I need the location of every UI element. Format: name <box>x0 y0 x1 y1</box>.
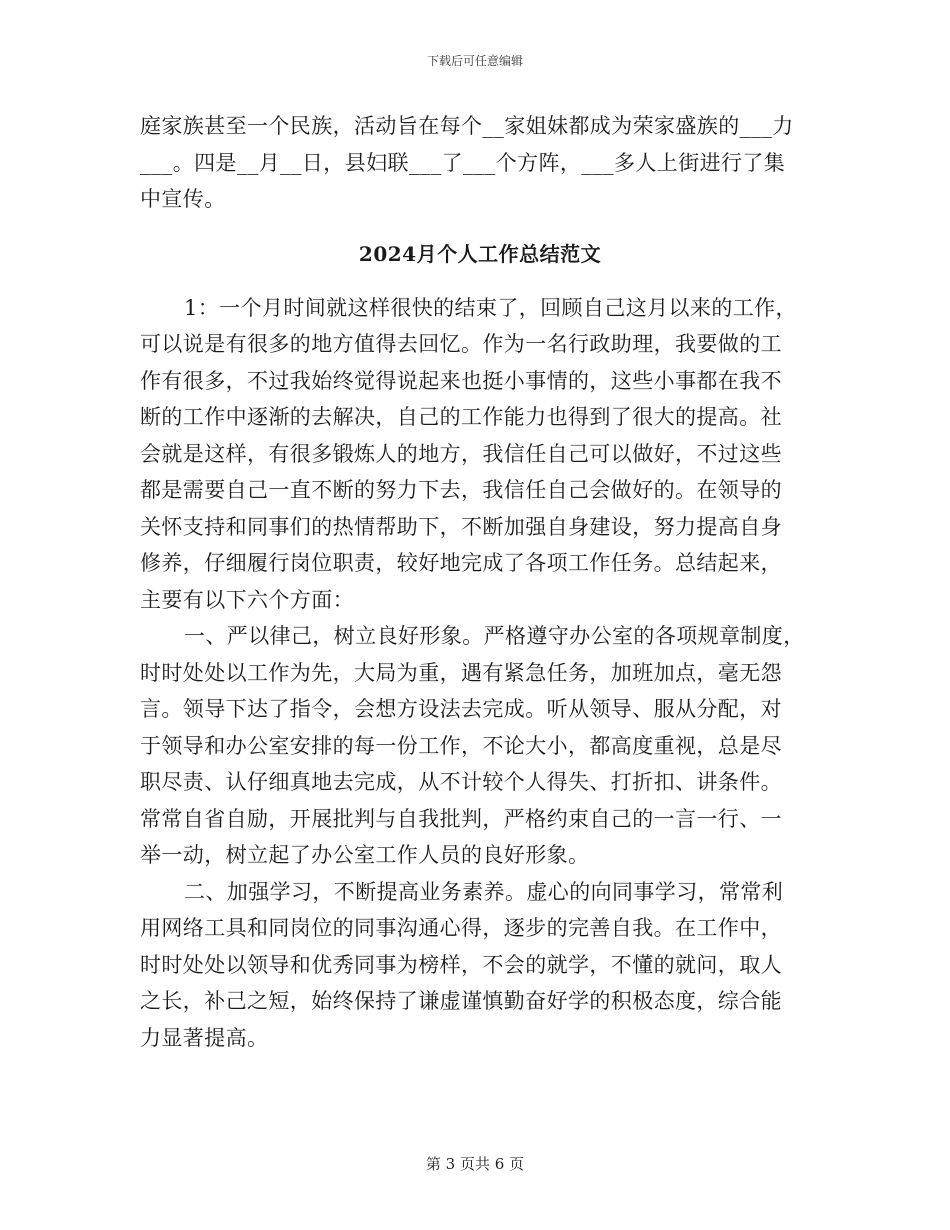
paragraph-line: 时时处处以领导和优秀同事为榜样，不会的就学，不懂的就问，取人 <box>140 952 782 977</box>
paragraph-line: 言。领导下达了指令，会想方设法去完成。听从领导、服从分配，对 <box>140 697 782 721</box>
paragraph-line: 二、加强学习，不断提高业务素养。虚心的向同事学习，常常利 <box>184 879 784 904</box>
article-title: 2024月个人工作总结范文 <box>358 241 602 266</box>
paragraph-discipline <box>140 618 820 874</box>
paragraph-line: 庭家族甚至一个民族，活动旨在每个__家姐妹都成为荣家盛族的___力 <box>140 114 794 138</box>
paragraph-line: 都是需要自己一直不断的努力下去，我信任自己会做好的。在领导的 <box>140 478 782 502</box>
paragraph-line: 作有很多，不过我始终觉得说起来也挺小事情的，这些小事都在我不 <box>140 368 782 393</box>
paragraph-line: ___。四是__月__日，县妇联___了___个方阵，___多人上街进行了集 <box>140 150 786 175</box>
document-body <box>140 108 820 1056</box>
paragraph-line: 断的工作中逐渐的去解决，自己的工作能力也得到了很大的提高。社 <box>140 405 782 429</box>
paragraph-line: 之长，补己之短，始终保持了谦虚谨慎勤奋好学的积极态度，综合能 <box>140 989 782 1013</box>
paragraph-line: 常常自省自励，开展批判与自我批判，严格约束自己的一言一行、一 <box>140 806 782 831</box>
paragraph-intro <box>140 290 820 619</box>
page-number: 第 3 页共 6 页 <box>425 1155 525 1173</box>
paragraph-line: 用网络工具和同岗位的同事沟通心得，逐步的完善自我。在工作中， <box>140 916 782 940</box>
paragraph-line: 1：一个月时间就这样很快的结束了，回顾自己这月以来的工作， <box>184 295 797 320</box>
paragraph-line: 一、严以律己，树立良好形象。严格遵守办公室的各项规章制度， <box>184 624 805 648</box>
paragraph-line: 关怀支持和同事们的热情帮助下，不断加强自身建设，努力提高自身 <box>140 514 782 539</box>
paragraph-line: 主要有以下六个方面： <box>140 587 354 612</box>
paragraph-line: 举一动，树立起了办公室工作人员的良好形象。 <box>140 843 590 867</box>
paragraph-line: 职尽责、认仔细真地去完成，从不计较个人得失、打折扣、讲条件。 <box>140 770 782 794</box>
page-header: 下载后可任意编辑 <box>426 54 523 68</box>
paragraph-line: 于领导和办公室安排的每一份工作，不论大小，都高度重视，总是尽 <box>140 733 782 758</box>
carryover-paragraph <box>140 108 820 218</box>
paragraph-line: 中宣传。 <box>140 187 226 211</box>
paragraph-line: 修养，仔细履行岗位职责，较好地完成了各项工作任务。总结起来， <box>140 551 782 575</box>
paragraph-line: 时时处处以工作为先，大局为重，遇有紧急任务，加班加点，毫无怨 <box>140 660 782 685</box>
paragraph-line: 可以说是有很多的地方值得去回忆。作为一名行政助理，我要做的工 <box>140 332 782 356</box>
paragraph-line: 会就是这样，有很多锻炼人的地方，我信任自己可以做好，不过这些 <box>140 441 782 466</box>
paragraph-line: 力显著提高。 <box>140 1025 269 1050</box>
paragraph-learning <box>140 874 820 1057</box>
